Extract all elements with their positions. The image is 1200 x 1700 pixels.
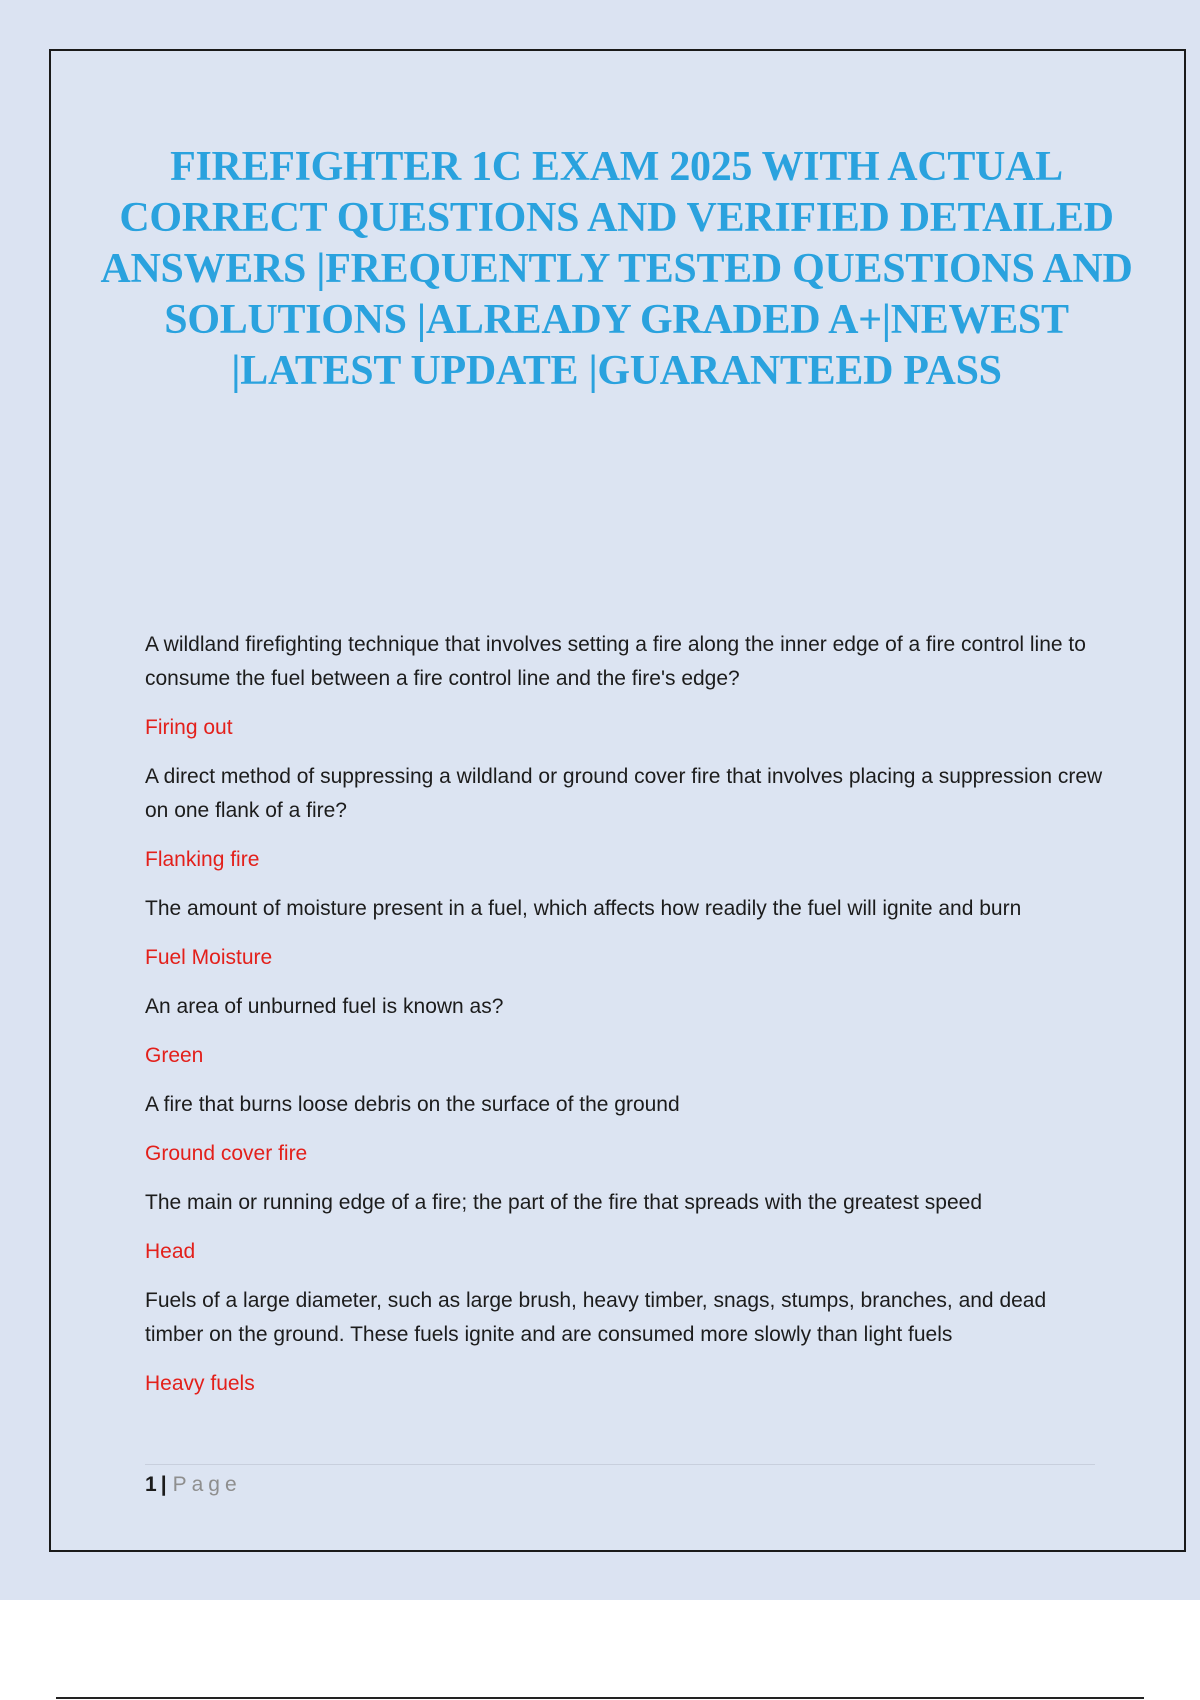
footer-separator: | xyxy=(160,1473,167,1496)
qa-list xyxy=(145,628,1105,1416)
page-footer xyxy=(145,1470,242,1500)
question-text: The main or running edge of a fire; the part of the fire that spreads with the greatest speed xyxy=(145,1191,982,1214)
answer-text: Head xyxy=(145,1240,196,1263)
answer-text: Fuel Moisture xyxy=(145,946,273,969)
document-title: FIREFIGHTER 1C EXAM 2025 WITH ACTUAL CORRECT QUESTIONS AND VERIFIED DETAILED ANSWERS |FREQUENTLY TESTED QUESTIONS AND SOLUTIONS |ALREADY GRADED A+|NEWEST |LATEST UPDATE |GUARANTEED PASS xyxy=(100,144,1133,394)
page-label: Page xyxy=(172,1473,242,1496)
question-text: The amount of moisture present in a fuel, which affects how readily the fuel will ignite and burn xyxy=(145,897,1022,920)
question-text: A direct method of suppressing a wildland or ground cover fire that involves placing a suppression crew on one flank of a fire? xyxy=(145,765,1103,822)
answer-text: Firing out xyxy=(145,716,233,739)
answer-text: Heavy fuels xyxy=(145,1372,255,1395)
answer-text: Green xyxy=(145,1044,204,1067)
footer-divider xyxy=(145,1464,1095,1465)
question-text: A fire that burns loose debris on the surface of the ground xyxy=(145,1093,680,1116)
answer-text: Ground cover fire xyxy=(145,1142,308,1165)
question-text: Fuels of a large diameter, such as large brush, heavy timber, snags, stumps, branches, and dead timber on the ground. These fuels ignite and are consumed more slowly than light fuels xyxy=(145,1289,1047,1346)
bottom-divider xyxy=(56,1697,1144,1699)
page-number: 1 xyxy=(145,1473,157,1496)
question-text: A wildland firefighting technique that involves setting a fire along the inner edge of a fire control line to consume the fuel between a fire control line and the fire's edge? xyxy=(145,633,1086,690)
answer-text: Flanking fire xyxy=(145,848,260,871)
question-text: An area of unburned fuel is known as? xyxy=(145,995,504,1018)
